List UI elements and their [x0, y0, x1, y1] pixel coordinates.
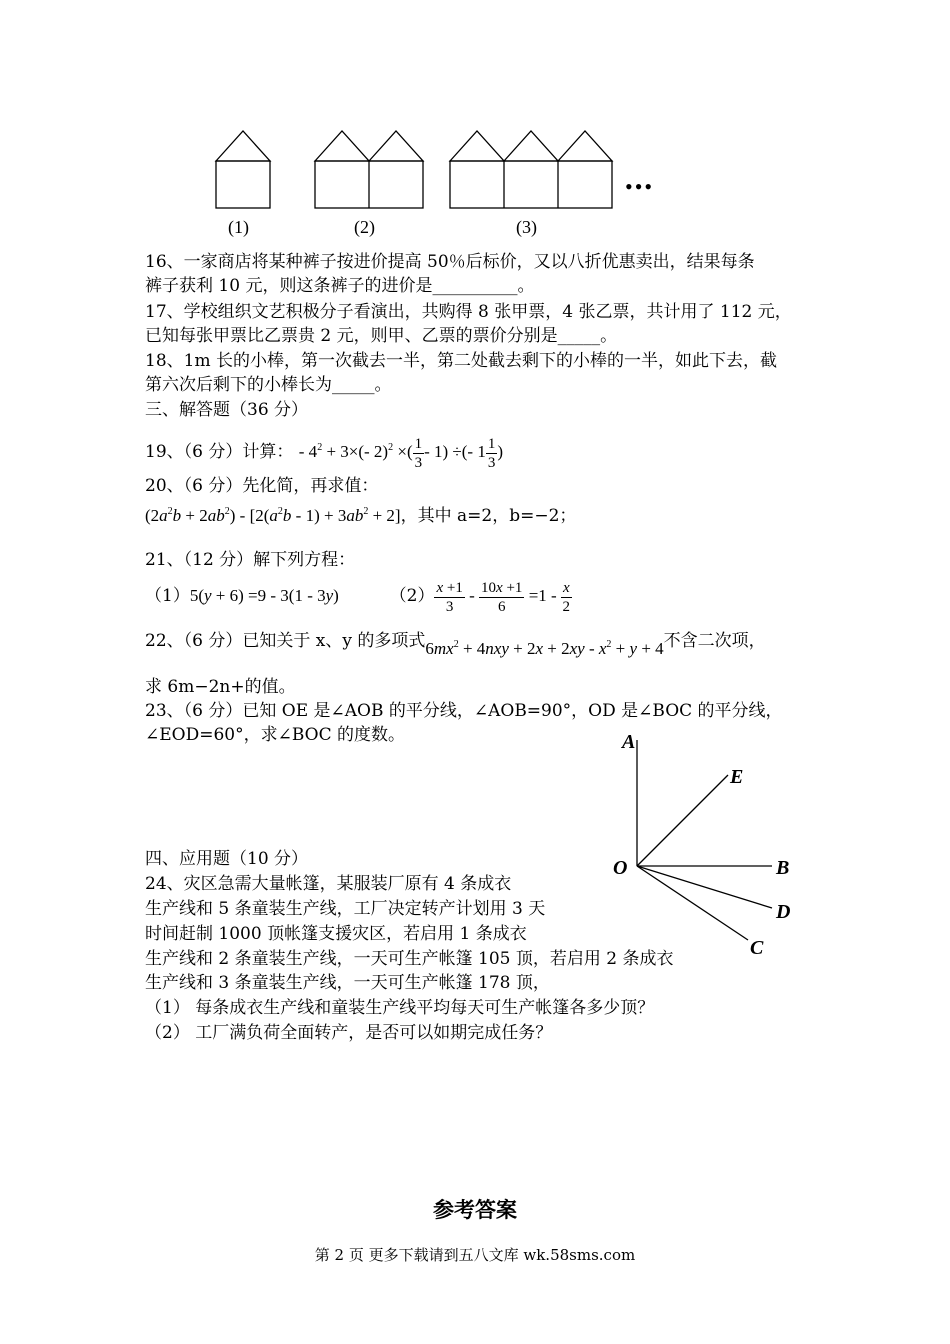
point-label-A: A: [622, 731, 636, 753]
figure-ellipsis: •••: [625, 174, 655, 199]
q21-equation-2: $\frac{x +1}{3}$ - $\frac{10x +1}{6}$ =1 - $\frac{x}{2}$: [436, 579, 571, 615]
figure-label-3: (3): [516, 217, 537, 237]
section-4-heading: 四、应用题（10 分）: [145, 849, 309, 869]
q24-line5: 生产线和 3 条童装生产线，一天可生产帐篷 178 顶，: [145, 973, 550, 993]
q24-line1: 24、灾区急需大量帐篷，某服装厂原有 4 条成衣: [145, 874, 512, 894]
point-label-C: C: [750, 937, 764, 959]
point-label-B: B: [776, 857, 790, 879]
q21-part1-label: （1）: [145, 586, 190, 606]
q24-line3: 时间赶制 1000 顶帐篷支援灾区，若启用 1 条成衣: [145, 924, 527, 944]
q22-line2: 求 6m−2n+的值。: [145, 677, 296, 697]
section-3-heading: 三、解答题（36 分）: [145, 400, 309, 420]
q18-line1: 18、1m 长的小棒，第一次截去一半，第二处截去剩下的小棒的一半，如此下去，截: [145, 351, 777, 371]
q23-line2: ∠EOD=60°，求∠BOC 的度数。: [145, 725, 405, 745]
q16-line2: 裤子获利 10 元，则这条裤子的进价是__________。: [145, 276, 535, 296]
q17-line1: 17、学校组织文艺积极分子看演出，共购得 8 张甲票，4 张乙票，共计用了 112 元，: [145, 302, 792, 322]
ray-OD: [637, 866, 772, 908]
q21-equation-1: 5(y + 6) =9 - 3(1 - 3y): [189, 586, 339, 605]
point-label-D: D: [776, 901, 791, 923]
q21-prefix: 21、（12 分）解下列方程：: [145, 550, 356, 570]
q20-condition: ，其中 a=2，b=−2；: [400, 506, 577, 526]
page-footer: 第 2 页 更多下载请到五八文库 wk.58sms.com: [314, 1246, 636, 1264]
figure-label-1: (1): [228, 217, 249, 237]
answer-title: 参考答案: [433, 1197, 517, 1222]
ray-OE: [637, 775, 728, 866]
q22-prefix: 22、（6 分）已知关于 x、y 的多项式: [145, 631, 426, 651]
q22-polynomial: $6mx^2 + 4nxy + 2x + 2xy - x^2 + y + 4$: [425, 639, 664, 658]
q22-suffix: 不含二次项，: [663, 631, 766, 651]
point-label-O: O: [613, 857, 628, 879]
q24-sub1: （1） 每条成衣生产线和童装生产线平均每天可生产帐篷各多少顶？: [145, 998, 655, 1018]
figure-label-2: (2): [354, 217, 375, 237]
q18-line2: 第六次后剩下的小棒长为_____。: [145, 375, 392, 395]
q21-part2-label: （2）: [389, 586, 435, 606]
q16-line1: 16、一家商店将某种裤子按进价提高 50％后标价，又以八折优惠卖出，结果每条: [145, 252, 755, 272]
q24-line2: 生产线和 5 条童装生产线，工厂决定转产计划用 3 天: [145, 899, 546, 919]
q20-prefix: 20、（6 分）先化简，再求值：: [145, 476, 379, 496]
ray-OC: [637, 866, 748, 940]
q23-line1: 23、（6 分）已知 OE 是∠AOB 的平分线，∠AOB=90°，OD 是∠BOC 的平分线，: [145, 701, 783, 721]
q19-expression: - $4^2 + 3\times(-$ 2)$^2$ ×( $\frac{1}{3}$ - 1) ÷(- 1 $\frac{1}{3}$ ): [298, 435, 504, 471]
q24-sub2: （2） 工厂满负荷全面转产，是否可以如期完成任务？: [145, 1023, 553, 1043]
q20-expression: $(2a^2b + 2ab^2) - [2(a^2b - 1) + 3ab^2 + 2]$: [145, 506, 401, 525]
q19-prefix: 19、（6 分）计算：: [145, 442, 294, 462]
point-label-E: E: [730, 766, 744, 788]
q24-line4: 生产线和 2 条童装生产线，一天可生产帐篷 105 顶，若启用 2 条成衣: [145, 949, 674, 969]
q17-line2: 已知每张甲票比乙票贵 2 元，则甲、乙票的票价分别是_____。: [145, 326, 618, 346]
